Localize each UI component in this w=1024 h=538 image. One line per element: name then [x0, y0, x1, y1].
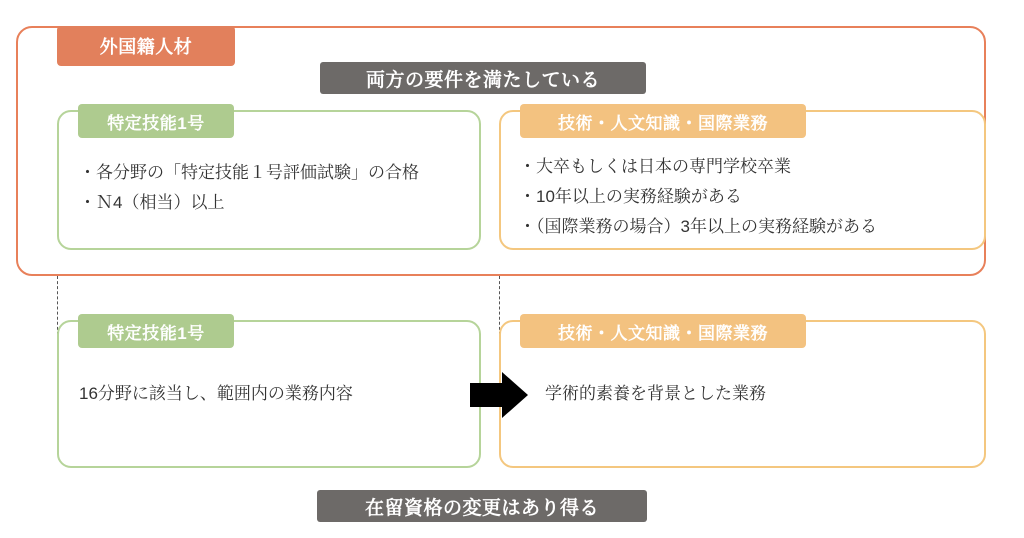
gijinkoku-scope-text-wrap [545, 320, 975, 468]
banner-both-requirements: 両方の要件を満たしている [320, 62, 646, 94]
gijinkoku-scope-text: 学術的素養を背景とした業務 [545, 384, 766, 404]
gijinkoku-requirement-line: ・大卒もしくは日本の専門学校卒業 [519, 157, 791, 176]
gijinkoku-requirements-list [519, 152, 989, 241]
tag-tokutei-top: 特定技能1号 [78, 104, 234, 138]
tokutei-requirement-line: ・各分野の「特定技能１号評価試験」の合格 [79, 163, 419, 182]
tokutei-scope-text: 16分野に該当し、範囲内の業務内容 [79, 384, 353, 404]
gijinkoku-requirement-line: ・（国際業務の場合）3年以上の実務経験がある [519, 216, 877, 236]
tag-gijinkoku-bottom: 技術・人文知識・国際業務 [520, 314, 806, 348]
tag-foreign-personnel: 外国籍人材 [57, 26, 235, 66]
tokutei-scope-text-wrap [79, 320, 479, 468]
tokutei-requirement-line: ・Ｎ4（相当）以上 [79, 192, 225, 212]
right-arrow-icon [470, 372, 528, 418]
tag-tokutei-bottom: 特定技能1号 [78, 314, 234, 348]
tokutei-requirements-list [79, 158, 479, 218]
tag-gijinkoku-top: 技術・人文知識・国際業務 [520, 104, 806, 138]
gijinkoku-requirement-line: ・10年以上の実務経験がある [519, 186, 742, 206]
banner-status-change: 在留資格の変更はあり得る [317, 490, 647, 522]
